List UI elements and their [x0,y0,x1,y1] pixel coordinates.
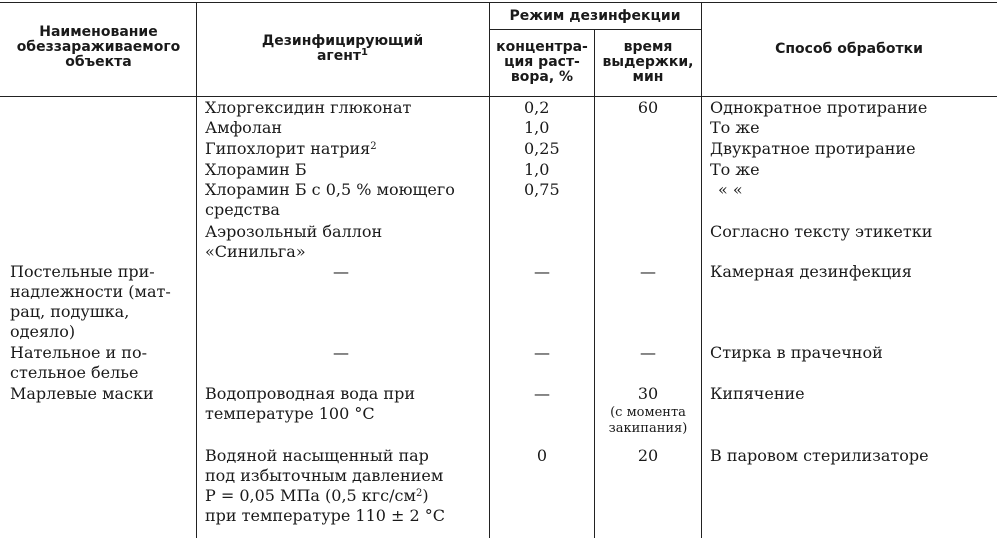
method-10: В паровом стерилизаторе [710,446,929,465]
method-6: Согласно тексту этикетки [710,222,933,241]
method-7: Камерная дезинфекция [710,262,912,281]
method-3: Двукратное протирание [710,139,916,158]
column-divider-4 [701,2,702,538]
agent-steam: Водяной насыщенный пар под избыточным давлением Р = 0,05 МПа (0,5 кгс/$см^2$) при температуре 110 ± 2 °С [205,446,446,525]
object-linen: Нательное и по- стельное белье [10,343,147,382]
agent-aerosol: Аэрозольный баллон «Синильга» [205,222,383,261]
time-boiling: 30 [637,384,659,403]
header-method: Способ обработки [775,41,923,57]
header-bottom-rule [0,96,997,97]
time-1: 60 [637,98,659,117]
header-concentration: концентра- ция раст- вора, % [496,39,588,85]
agent-amfolan: Амфолан [205,118,283,137]
agent-hypochlorite: Гипохлорит натрия$^2$ [205,139,377,158]
method-4: То же [710,160,760,179]
column-divider-1 [196,2,197,538]
method-9: Кипячение [710,384,805,403]
agent-dash-laundry: — [333,343,349,362]
header-agent: Дезинфицирующий агент$^1$ [261,33,424,64]
time-boiling-note: (с момента закипания) [608,405,688,436]
header-mode: Режим дезинфекции [509,8,681,24]
agent-chloramine-b: Хлорамин Б [205,160,307,179]
agent-chlorhexidine: Хлоргексидин глюконат [205,98,412,117]
object-masks: Марлевые маски [10,384,154,403]
mode-subheader-rule [489,29,701,30]
header-object: Наименование обеззараживаемого объекта [16,24,181,70]
method-5-ditto: « « [718,180,743,199]
concentration-2: 1,0 [524,118,550,137]
table-top-rule [0,2,997,3]
method-1: Однократное протирание [710,98,928,117]
agent-boiling-water: Водопроводная вода при температуре 100 °С [205,384,415,423]
method-8: Стирка в прачечной [710,343,883,362]
concentration-3: 0,25 [524,139,560,158]
concentration-boiling: — [534,384,550,403]
time-steam: 20 [637,446,659,465]
agent-dash-chamber: — [333,262,349,281]
concentration-chamber: — [534,262,550,281]
time-laundry: — [640,343,656,362]
concentration-4: 1,0 [524,160,550,179]
concentration-5: 0,75 [524,180,560,199]
concentration-1: 0,2 [524,98,550,117]
method-2: То же [710,118,760,137]
agent-chloramine-b-detergent: Хлорамин Б с 0,5 % моющего средства [205,180,455,219]
header-time: время выдержки, мин [602,39,694,85]
concentration-laundry: — [534,343,550,362]
object-bedding: Постельные при- надлежности (мат- рац, подушка, одеяло) [10,262,171,341]
time-chamber: — [640,262,656,281]
concentration-steam: 0 [536,446,548,465]
